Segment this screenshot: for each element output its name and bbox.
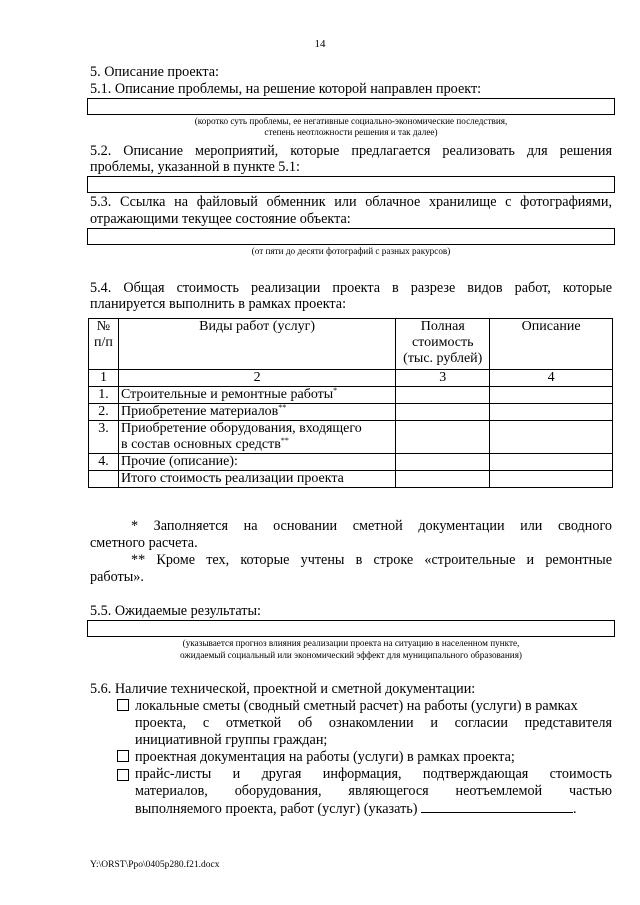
footnote-2-line-1: ** Кроме тех, которые учтены в строке «строительные и ремонтные bbox=[131, 552, 612, 568]
s52-line-2: проблемы, указанной в пункте 5.1: bbox=[90, 159, 300, 175]
s55-title: 5.5. Ожидаемые результаты: bbox=[90, 603, 261, 619]
s53-hint: (от пяти до десяти фотографий с разных ракурсов) bbox=[251, 246, 451, 256]
s53-line-1: 5.3. Ссылка на файловый обменник или облачное хранилище с фотографиями, bbox=[90, 194, 612, 210]
total-cost-cell[interactable] bbox=[396, 471, 490, 488]
header-works: Виды работ (услуг) bbox=[118, 319, 395, 370]
specify-input[interactable] bbox=[421, 800, 573, 813]
header-description: Описание bbox=[490, 319, 613, 370]
works-table bbox=[88, 318, 613, 488]
column-number: 3 bbox=[396, 370, 490, 387]
option-1-line-3: инициативной группы граждан; bbox=[135, 732, 328, 748]
row-cost-cell[interactable] bbox=[396, 404, 490, 421]
s51-hint-1: (коротко суть проблемы, ее негативные социально-экономические последствия, bbox=[194, 116, 508, 126]
row-cost-cell[interactable] bbox=[396, 387, 490, 404]
s51-title: 5.1. Описание проблемы, на решение которой направлен проект: bbox=[90, 81, 482, 97]
column-number: 1 bbox=[89, 370, 119, 387]
option-1-line-1: локальные сметы (сводный сметный расчет) на работы (услуги) в рамках bbox=[135, 698, 578, 714]
row-description-cell[interactable] bbox=[490, 454, 613, 471]
footnote-2-line-2: работы». bbox=[90, 569, 144, 585]
s55-input[interactable] bbox=[87, 620, 615, 637]
option-2-label: проектная документация на работы (услуги) в рамках проекта; bbox=[135, 749, 515, 765]
checkbox-project-docs[interactable] bbox=[117, 750, 129, 762]
row-description-cell[interactable] bbox=[490, 387, 613, 404]
row-work-type: Приобретение оборудования, входящего в состав основных средств** bbox=[118, 421, 395, 454]
table-row bbox=[89, 454, 613, 471]
page-number: 14 bbox=[314, 38, 326, 50]
option-2 bbox=[117, 749, 515, 766]
row-number bbox=[89, 471, 119, 488]
s53-line-2: отражающими текущее состояние объекта: bbox=[90, 211, 351, 227]
option-3-period: . bbox=[573, 801, 577, 817]
s52-input[interactable] bbox=[87, 176, 615, 193]
s55-hint-1: (указывается прогноз влияния реализации проекта на ситуацию в населенном пункте, bbox=[182, 638, 520, 648]
footnote-1-line-1: * Заполняется на основании сметной документации или сводного bbox=[131, 518, 612, 534]
option-1 bbox=[117, 698, 578, 715]
s51-input[interactable] bbox=[87, 98, 615, 115]
column-number: 2 bbox=[118, 370, 395, 387]
table-row bbox=[89, 387, 613, 404]
row-work-type: Прочие (описание): bbox=[118, 454, 395, 471]
s52-line-1: 5.2. Описание мероприятий, которые предлагается реализовать для решения bbox=[90, 143, 612, 159]
table-total-row bbox=[89, 471, 613, 488]
table-header-row bbox=[89, 319, 613, 370]
option-3 bbox=[117, 766, 612, 783]
s53-input[interactable] bbox=[87, 228, 615, 245]
option-3-line-2: материалов, оборудования, являющегося неотъемлемой частью bbox=[135, 783, 612, 799]
checkbox-local-estimates[interactable] bbox=[117, 699, 129, 711]
s54-line-2: планируется выполнить в рамках проекта: bbox=[90, 296, 347, 312]
s56-title: 5.6. Наличие технической, проектной и сметной документации: bbox=[90, 681, 476, 697]
row-description-cell[interactable] bbox=[490, 404, 613, 421]
footer-file-path: Y:\ORST\Ppo\0405p280.f21.docx bbox=[90, 860, 220, 870]
option-1-line-2: проекта, с отметкой об ознакомлении и согласии представителя bbox=[135, 715, 612, 731]
option-3-line-3-text: выполняемого проекта, работ (услуг) (указать) bbox=[135, 801, 418, 817]
header-cost: Полная стоимость (тыс. рублей) bbox=[396, 319, 490, 370]
table-row bbox=[89, 421, 613, 454]
row-work-type: Строительные и ремонтные работы* bbox=[118, 387, 395, 404]
row-work-type: Итого стоимость реализации проекта bbox=[118, 471, 395, 488]
row-cost-cell[interactable] bbox=[396, 421, 490, 454]
table-column-numbers-row bbox=[89, 370, 613, 387]
row-number: 1. bbox=[89, 387, 119, 404]
footnote-1-line-2: сметного расчета. bbox=[90, 535, 198, 551]
row-number: 2. bbox=[89, 404, 119, 421]
row-cost-cell[interactable] bbox=[396, 454, 490, 471]
total-description-cell[interactable] bbox=[490, 471, 613, 488]
s55-hint-2: ожидаемый социальный или экономический эффект для муниципального образования) bbox=[180, 650, 522, 660]
row-work-type: Приобретение материалов** bbox=[118, 404, 395, 421]
table-row bbox=[89, 404, 613, 421]
s51-hint-2: степень неотложности решения и так далее) bbox=[264, 127, 438, 137]
row-description-cell[interactable] bbox=[490, 421, 613, 454]
row-number: 4. bbox=[89, 454, 119, 471]
row-number: 3. bbox=[89, 421, 119, 454]
option-3-line-1: прайс-листы и другая информация, подтверждающая стоимость bbox=[135, 766, 612, 782]
section-title: 5. Описание проекта: bbox=[90, 64, 219, 80]
option-3-line-3 bbox=[135, 800, 577, 818]
s54-line-1: 5.4. Общая стоимость реализации проекта в разрезе видов работ, которые bbox=[90, 280, 612, 296]
checkbox-price-lists[interactable] bbox=[117, 769, 129, 781]
column-number: 4 bbox=[490, 370, 613, 387]
header-num: № п/п bbox=[89, 319, 119, 370]
